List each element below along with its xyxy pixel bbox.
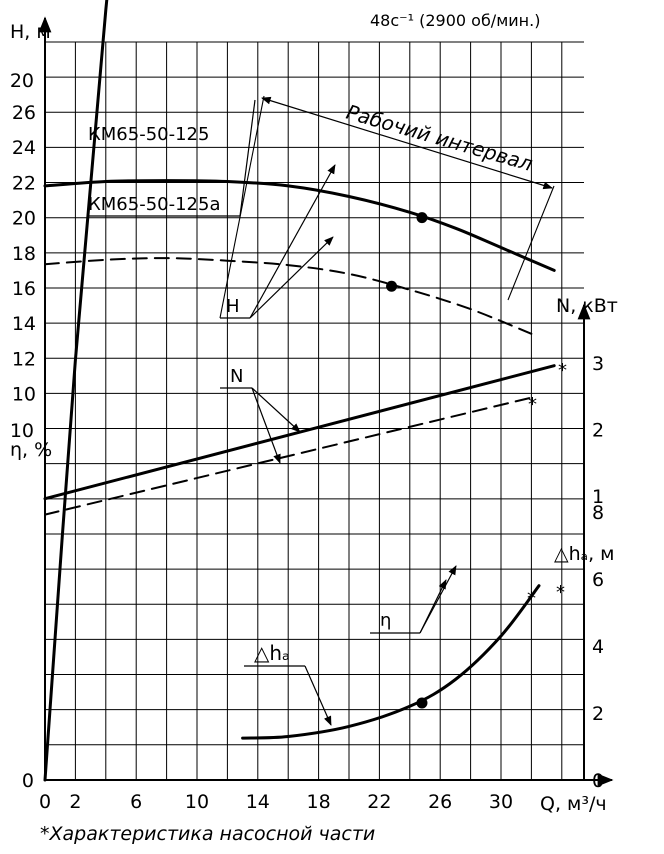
label-n: N (230, 366, 244, 387)
dh-axis-title: △hₐ, м (554, 543, 615, 565)
dh-tick-label: 8 (591, 502, 605, 524)
n-tick-label: 3 (591, 353, 605, 375)
n-tick-label: 2 (591, 419, 605, 442)
eta-axis-title: η, % (10, 439, 53, 461)
working-range-label: Рабочий интервал (343, 99, 536, 176)
x-tick-label: 30 (488, 791, 514, 813)
footnote: *Характеристика насосной части (40, 823, 376, 845)
label-km65-50-125a: КМ65-50-125a (88, 194, 221, 215)
dh-tick-label: 4 (591, 636, 605, 658)
asterisk-eta-dashed: * (527, 588, 536, 609)
h-tick-label: 20 (11, 207, 36, 230)
dh-tick-label: 0 (591, 770, 605, 792)
x-tick-label: 26 (428, 791, 453, 813)
h-tick-label: 26 (11, 102, 36, 124)
x-tick-label: 10 (184, 791, 210, 813)
curves (45, 0, 554, 780)
marker-H-0 (416, 212, 427, 223)
dh-tick-label: 2 (591, 703, 605, 725)
x-tick-label: 2 (69, 791, 82, 813)
x-tick-label: 18 (306, 791, 331, 813)
working-range-arrow (262, 98, 552, 188)
eta-tick-label: 10 (9, 420, 34, 442)
x-axis-title: Q, м³/ч (540, 793, 607, 815)
n-tick-label: 1 (591, 486, 605, 508)
h-tick-label: 22 (11, 172, 36, 195)
label-km65-50-125: КМ65-50-125 (88, 124, 210, 145)
asterisk-n-solid: * (558, 360, 567, 381)
h-tick-label: 24 (11, 137, 36, 160)
eta-tick-label: 20 (9, 70, 34, 92)
x-tick-label: 22 (367, 791, 392, 813)
h-tick-label: 14 (11, 313, 36, 336)
h-tick-label: 18 (11, 242, 36, 265)
tick-labels (10, 0, 604, 813)
eta-tick-label: 0 (21, 770, 34, 792)
h-tick-label: 12 (11, 348, 36, 371)
marker-H-1 (386, 281, 397, 292)
label-dh: △hₐ (254, 641, 290, 665)
h-tick-label: 16 (11, 278, 36, 300)
h-axis-title: H, м (10, 21, 51, 43)
dh-tick-label: 6 (591, 569, 605, 591)
label-eta: η (380, 610, 392, 631)
h-tick-label: 10 (11, 383, 36, 406)
label-h: H (226, 296, 240, 317)
asterisk-eta-solid: * (556, 582, 565, 603)
x-tick-label: 0 (38, 791, 52, 813)
marker-dh-6 (416, 697, 427, 708)
asterisk-n-dashed: * (528, 394, 537, 415)
curve-eta-solid-4 (45, 0, 547, 780)
n-axis-title: N, кВт (556, 295, 618, 317)
point-markers (386, 212, 427, 708)
x-tick-label: 6 (130, 791, 143, 813)
chart-speed-label: 48c⁻¹ (2900 об/мин.) (370, 11, 541, 30)
x-tick-label: 14 (245, 791, 270, 813)
